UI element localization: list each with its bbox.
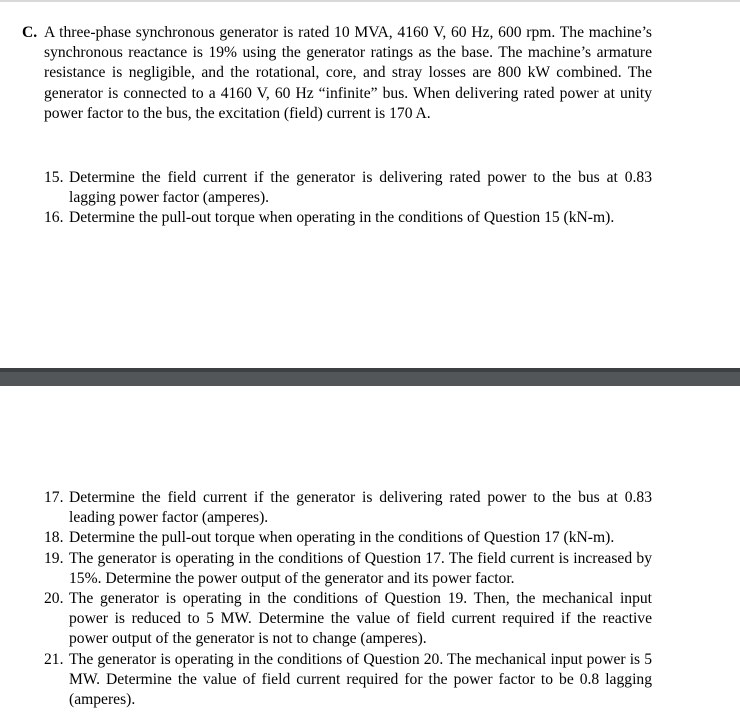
- question-16: [44, 208, 652, 228]
- question-number: 20.: [44, 590, 64, 608]
- question-list-page-1: [44, 168, 652, 229]
- question-21: [44, 650, 652, 711]
- question-list-page-2: [44, 488, 652, 710]
- question-text: The generator is operating in the conditions of Question 19. Then, the mechanical input power is reduced to 5 MW. Determine the value of field current required if the reactive power output of the generator is not to change (amperes).: [69, 590, 652, 648]
- question-text: Determine the field current if the generator is delivering rated power to the bus at 0.83 leading power factor (amperes).: [69, 489, 652, 527]
- question-17: [44, 488, 652, 528]
- problem-text: A three-phase synchronous generator is rated 10 MVA, 4160 V, 60 Hz, 600 rpm. The machine’s synchronous reactance is 19% using the generator ratings as the base. The machine’s armature resistance is negligible, and the rotational, core, and stray losses are 800 kW combined. The generator is connected to a 4160 V, 60 Hz “infinite” bus. When delivering rated power at unity power factor to the bus, the excitation (field) current is 170 A.: [44, 24, 652, 122]
- question-number: 17.: [44, 489, 64, 506]
- question-number: 21.: [44, 650, 64, 668]
- question-number: 18.: [44, 529, 64, 547]
- question-20: [44, 589, 652, 650]
- question-19: [44, 549, 652, 589]
- document-page-1: [0, 10, 740, 368]
- question-number: 16.: [44, 209, 64, 227]
- document-page-2: [0, 386, 740, 724]
- problem-statement: [22, 23, 652, 124]
- question-18: [44, 528, 652, 548]
- page-separator-shadow: [0, 368, 740, 372]
- question-15: [44, 168, 652, 208]
- question-number: 15.: [44, 169, 64, 186]
- problem-label: C.: [22, 24, 38, 41]
- question-text: The generator is operating in the conditions of Question 17. The field current is increased by 15%. Determine the power output of the generator and its power factor.: [69, 549, 652, 587]
- question-text: Determine the pull-out torque when operating in the conditions of Question 17 (kN-m).: [69, 529, 615, 547]
- previous-page-edge: [0, 0, 740, 2]
- question-text: The generator is operating in the conditions of Question 20. The mechanical input power is 5 MW. Determine the value of field current required for the power factor to be 0.8 lagging (amperes).: [69, 650, 652, 709]
- question-text: Determine the field current if the generator is delivering rated power to the bus at 0.83 lagging power factor (amperes).: [69, 169, 652, 207]
- question-text: Determine the pull-out torque when operating in the conditions of Question 15 (kN-m).: [69, 209, 615, 227]
- question-number: 19.: [44, 549, 64, 567]
